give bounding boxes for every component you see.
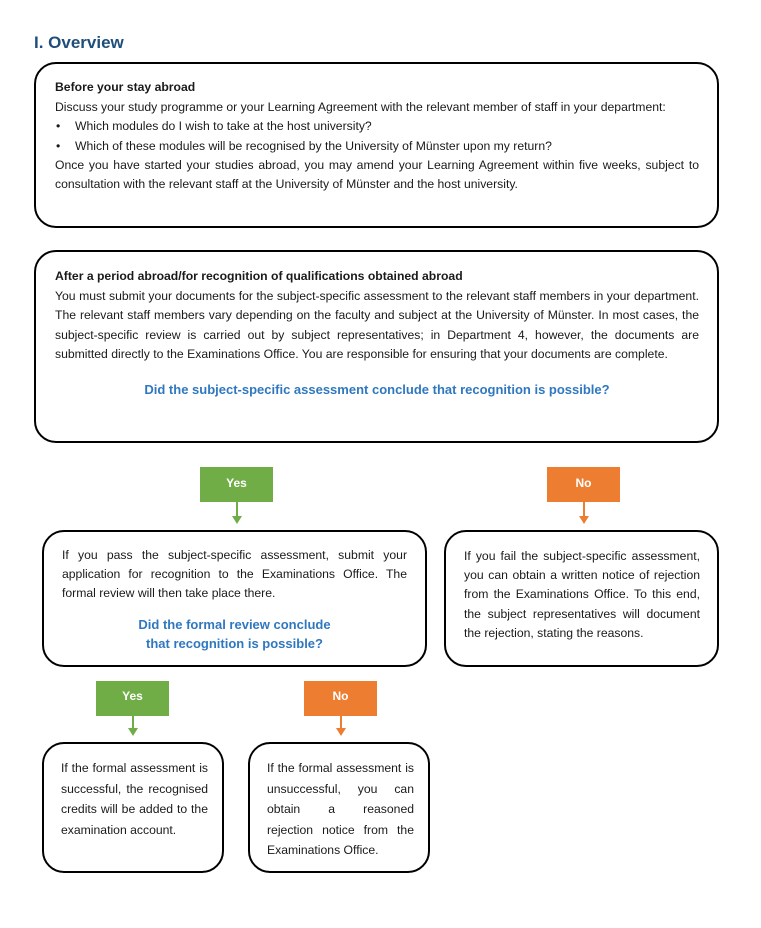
yes-arrow-down-icon	[128, 728, 138, 736]
no-tag-subject-assessment: No	[547, 467, 620, 502]
before-stay-intro: Discuss your study programme or your Learning Agreement with the relevant member of staff in your department:	[55, 100, 666, 115]
no-arrow-down-icon	[579, 516, 589, 524]
after-stay-box	[34, 250, 719, 443]
bullet-item: • Which of these modules will be recognised by the University of Münster upon my return?	[75, 137, 699, 156]
page-heading: I. Overview	[34, 33, 124, 52]
formal-pass-text: If the formal assessment is successful, the recognised credits will be added to the examination account.	[61, 761, 208, 837]
formal-fail-text: If the formal assessment is unsuccessful, you can obtain a reasoned rejection notice from the Examinations Office.	[267, 761, 414, 857]
before-stay-title: Before your stay abroad	[55, 80, 196, 94]
after-stay-body: You must submit your documents for the subject-specific assessment to the relevant staff members in your department. The relevant staff members vary depending on the faculty and subject at the University of Münster. In most cases, the subject-specific review is carried out by subject representatives; in Department 4, however, the documents are submitted directly to the Examinations Office. You are responsible for ensuring that your documents are complete.	[55, 289, 699, 361]
yes-tag-subject-assessment: Yes	[200, 467, 273, 502]
subject-pass-box	[42, 530, 427, 667]
before-stay-note: Once you have started your studies abroad, you may amend your Learning Agreement within five weeks, subject to consultation with the relevant staff at the University of Münster and the host university.	[55, 157, 699, 192]
no-arrow-down-icon	[336, 728, 346, 736]
no-tag-formal-review: No	[304, 681, 377, 716]
formal-fail-box	[248, 742, 430, 873]
formal-review-question-line1: Did the formal review conclude	[138, 616, 331, 632]
formal-review-question-line2: that recognition is possible?	[146, 635, 323, 651]
after-stay-title: After a period abroad/for recognition of qualifications obtained abroad	[55, 269, 463, 283]
bullet-item: • Which modules do I wish to take at the host university?	[75, 117, 699, 136]
subject-fail-text: If you fail the subject-specific assessment, you can obtain a written notice of rejection from the Examinations Office. To this end, the subject representatives will document the rejection, stating the reasons.	[464, 549, 700, 640]
yes-arrow-down-icon	[232, 516, 242, 524]
before-stay-bullets	[55, 117, 699, 155]
formal-pass-box	[42, 742, 224, 873]
yes-tag-formal-review: Yes	[96, 681, 169, 716]
subject-pass-text: If you pass the subject-specific assessment, submit your application for recognition to the Examinations Office. The formal review will then take place there.	[62, 548, 407, 601]
subject-assessment-question: Did the subject-specific assessment conclude that recognition is possible?	[144, 382, 610, 398]
before-stay-box	[34, 62, 719, 228]
subject-fail-box	[444, 530, 719, 667]
